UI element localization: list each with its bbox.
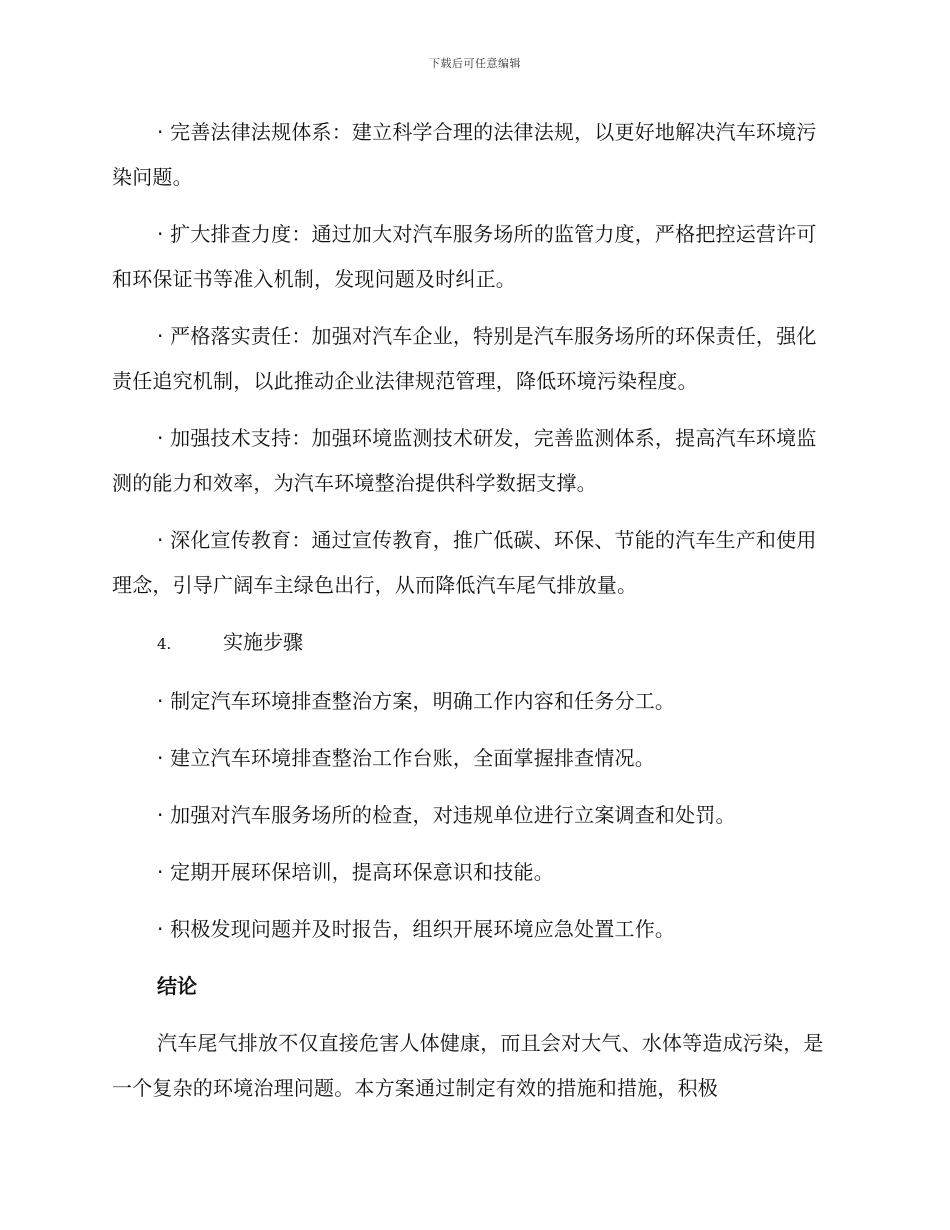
measure-paragraph-education: · 深化宣传教育：通过宣传教育，推广低碳、环保、节能的汽车生产和使用理念，引导广阔车主绿色出行，从而降低汽车尾气排放量。 [112,528,817,597]
measure-paragraph-legal: · 完善法律法规体系：建立科学合理的法律法规，以更好地解决汽车环境污染问题。 [112,120,817,189]
conclusion-heading: 结论 [157,974,197,998]
step-item: · 积极发现问题并及时报告，组织开展环境应急处置工作。 [157,917,676,941]
step-item: · 定期开展环保培训，提高环保意识和技能。 [157,860,554,884]
section-number: 4. [157,635,172,653]
header-note: 下载后可任意编辑 [429,57,521,70]
measure-paragraph-responsibility: · 严格落实责任：加强对汽车企业，特别是汽车服务场所的环保责任，强化责任追究机制，以此推动企业法律规范管理，降低环境污染程度。 [112,324,817,393]
step-item: · 加强对汽车服务场所的检查，对违规单位进行立案调查和处罚。 [157,803,736,827]
step-item: · 制定汽车环境排查整治方案，明确工作内容和任务分工。 [157,689,676,713]
section-heading-implementation [112,620,832,667]
step-item: · 建立汽车环境排查整治工作台账，全面掌握排查情况。 [157,746,655,770]
conclusion-paragraph: 汽车尾气排放不仅直接危害人体健康，而且会对大气、水体等造成污染，是一个复杂的环境治理问题。本方案通过制定有效的措施和措施，积极 [112,1031,824,1100]
measure-paragraph-inspection: · 扩大排查力度：通过加大对汽车服务场所的监管力度，严格把控运营许可和环保证书等准入机制，发现问题及时纠正。 [112,222,817,291]
document-body [112,110,832,1123]
measure-paragraph-technology: · 加强技术支持：加强环境监测技术研发，完善监测体系，提高汽车环境监测的能力和效率，为汽车环境整治提供科学数据支撑。 [112,426,817,495]
section-title: 实施步骤 [223,630,303,654]
